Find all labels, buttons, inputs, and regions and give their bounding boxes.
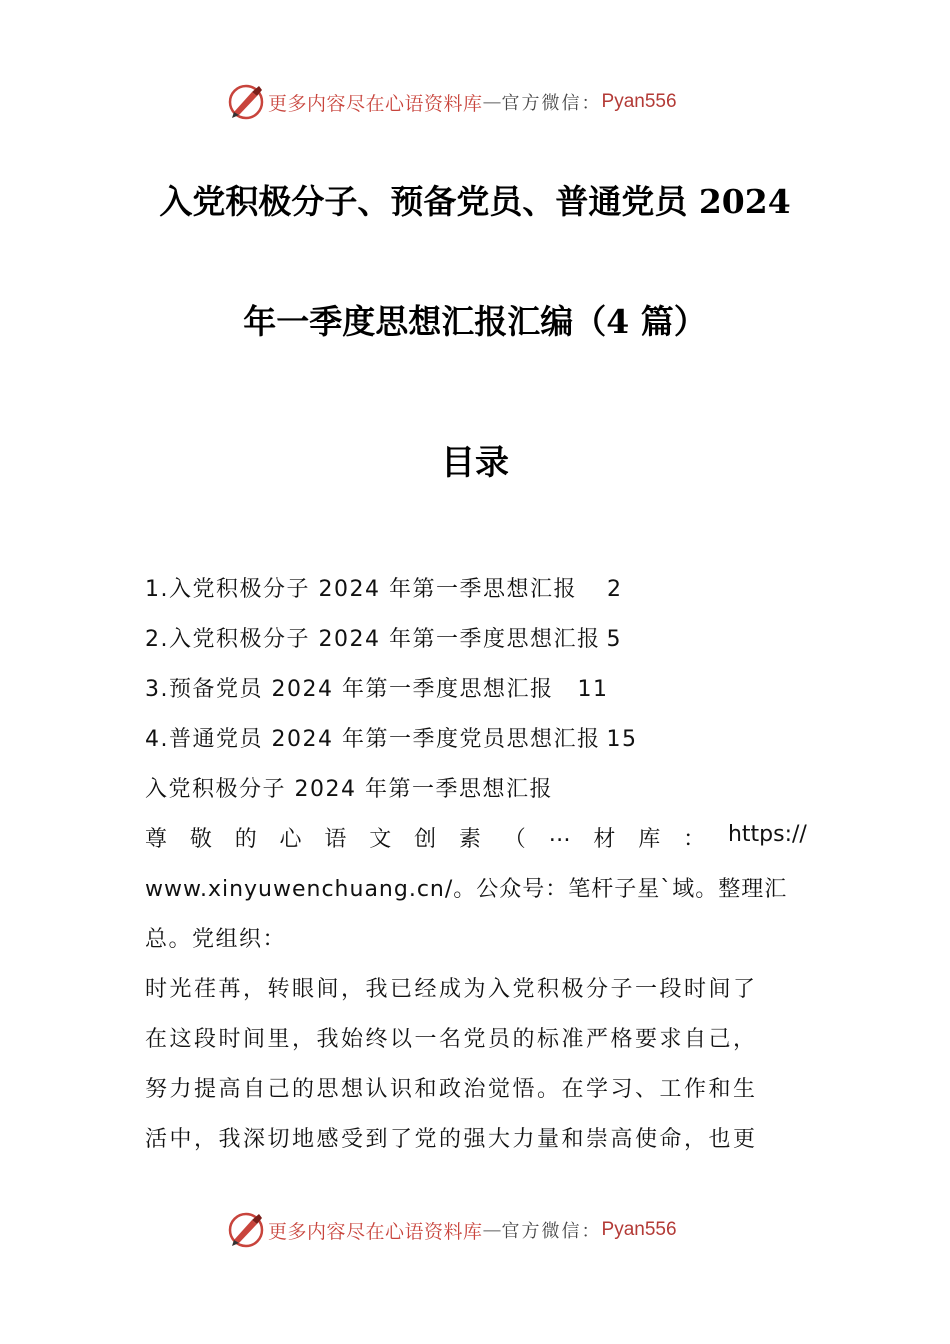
banner-separator: — [482, 1219, 502, 1241]
toc-item[interactable] [145, 672, 608, 703]
body-line: 在这段时间里，我始终以一名党员的标准严格要求自己， [145, 1027, 758, 1052]
intro-char: 材 [593, 827, 616, 852]
toc-item-page: 2 [606, 577, 623, 602]
intro-char: （ [503, 827, 526, 852]
banner-wechat-id: Pyan556 [601, 91, 677, 112]
intro-line-3: 总。党组织： [145, 927, 287, 952]
intro-char: 创 [414, 827, 437, 852]
body-line: 活中，我深切地感受到了党的强大力量和崇高使命，也更 [145, 1127, 758, 1152]
toc-item-label: 4.普通党员 2024 年第一季度党员思想汇报 [145, 727, 601, 752]
toc-item[interactable] [145, 722, 637, 753]
toc-item-label: 3.预备党员 2024 年第一季度思想汇报 [145, 677, 554, 702]
pen-logo-icon [226, 1210, 266, 1250]
toc-item-page: 15 [606, 727, 638, 752]
intro-link[interactable]: https:// [727, 822, 807, 847]
body-line: 时光荏苒，转眼间，我已经成为入党积极分子一段时间了 [145, 977, 758, 1002]
intro-char: 文 [369, 827, 392, 852]
intro-char: 素 [458, 827, 481, 852]
toc-item-page: 5 [606, 627, 622, 652]
intro-char: 语 [324, 827, 347, 852]
footer-banner [226, 1210, 677, 1250]
toc-item[interactable] [145, 622, 622, 653]
intro-char: 敬 [189, 827, 212, 852]
intro-char: ： [683, 827, 706, 852]
doc-title-line1: 入党积极分子、预备党员、普通党员 2024 [159, 182, 791, 221]
doc-title-line2: 年一季度思想汇报汇编（4 篇） [243, 302, 707, 341]
banner-wechat-label: 官方微信： [501, 93, 602, 114]
toc-item[interactable] [145, 572, 622, 603]
banner-wechat-id: Pyan556 [601, 1219, 677, 1240]
body-line: 努力提高自己的思想认识和政治觉悟。在学习、工作和生 [145, 1077, 758, 1102]
pen-logo-icon [226, 82, 266, 122]
intro-line-2: www.xinyuwenchuang.cn/。公众号：笔杆子星`域。整理汇 [145, 877, 788, 902]
banner-separator: — [482, 91, 502, 113]
header-banner [226, 82, 677, 122]
toc-item-label: 1.入党积极分子 2024 年第一季思想汇报 [145, 577, 577, 602]
intro-char: … [548, 822, 571, 847]
intro-line-1 [145, 822, 807, 853]
intro-char: 尊 [145, 827, 168, 852]
banner-text: 更多内容尽在心语资料库 [268, 92, 483, 115]
toc-item-page: 11 [577, 677, 609, 702]
toc-item-label: 2.入党积极分子 2024 年第一季度思想汇报 [145, 627, 601, 652]
intro-char: 的 [234, 827, 257, 852]
section-heading: 入党积极分子 2024 年第一季思想汇报 [145, 777, 553, 802]
banner-text: 更多内容尽在心语资料库 [268, 1220, 483, 1243]
banner-wechat-label: 官方微信： [501, 1221, 602, 1242]
toc-heading: 目录 [441, 443, 509, 483]
intro-char: 库 [638, 827, 661, 852]
intro-char: 心 [279, 827, 302, 852]
